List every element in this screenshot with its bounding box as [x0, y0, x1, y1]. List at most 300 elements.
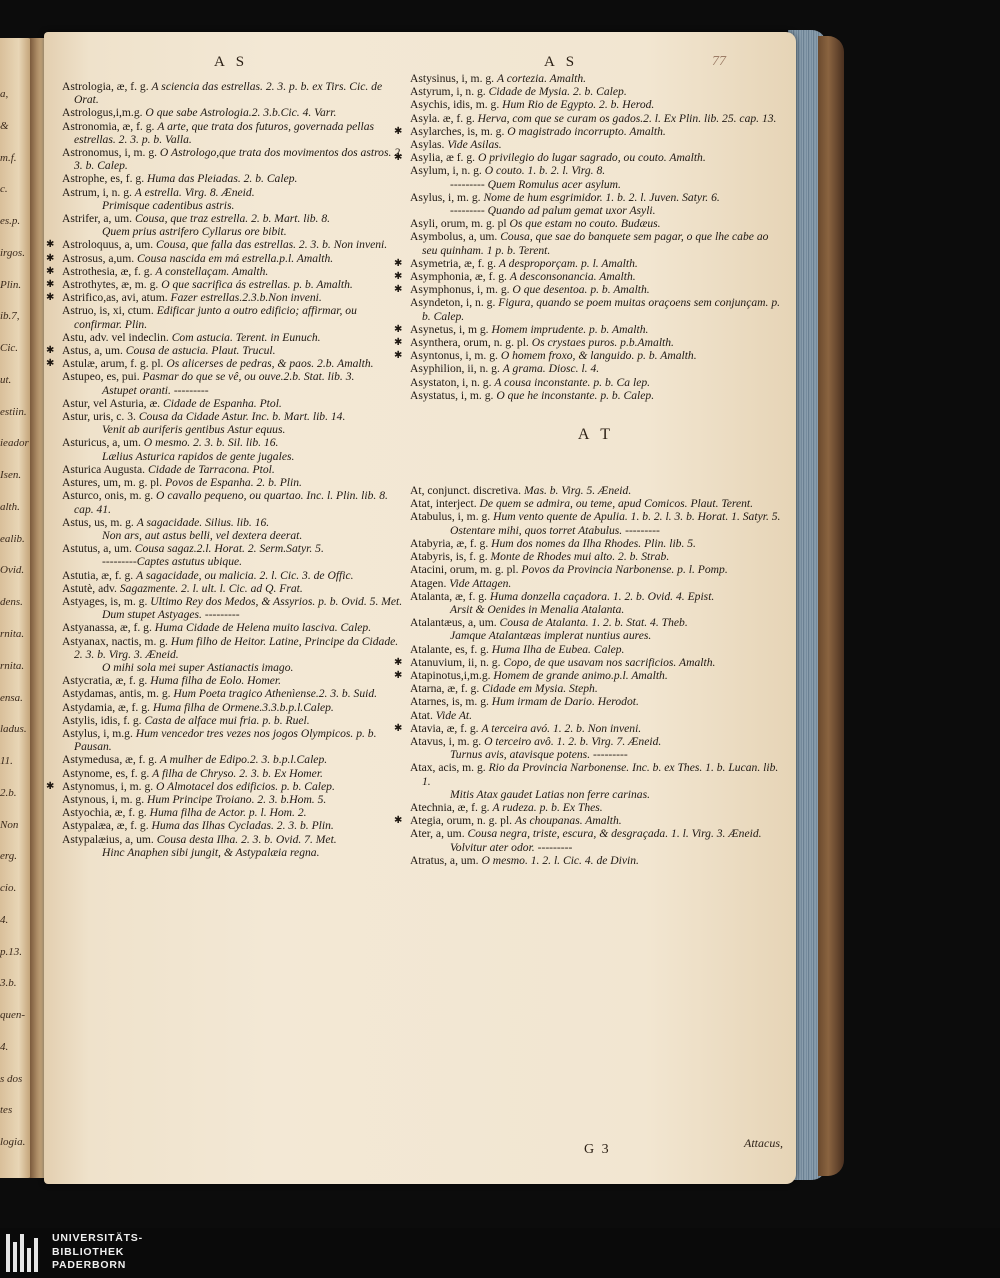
entry-translation: A terceira avó. 1. 2. b. Non inveni. [481, 721, 642, 735]
dictionary-entry [62, 806, 407, 819]
section-heading-at: A T [577, 426, 615, 444]
dictionary-entry [62, 753, 407, 766]
entry-headword: Astylis, idis, f. g. [62, 713, 145, 727]
entry-translation: Cousa, que sae do banquete sem pagar, o que lhe cabe ao seu quinham. 1 p. b. Terent. [422, 230, 769, 257]
dictionary-entry [410, 550, 782, 563]
left-margin-fragment: alth. [0, 500, 20, 513]
entry-translation: Vide Attagen. [449, 576, 512, 590]
entry-translation: Figura, quando se poem muitas oraçoens sem conjunçam. p. b. Calep. [422, 296, 781, 323]
dictionary-entry [410, 72, 782, 85]
entry-quotation: --------- Quando ad palum gemat uxor Asyli. [450, 204, 656, 218]
right-entries [410, 72, 782, 867]
entry-translation: Cidade de Mysia. 2. b. Calep. [488, 85, 627, 99]
entry-quotation: Arsit & Oenides in Menalia Atalanta. [450, 602, 625, 616]
left-margin-fragment: ieador [0, 437, 29, 450]
entry-headword: Atapinotus,i,m.g. [410, 668, 494, 682]
entry-translation: Homem de grande animo.p.l. Amalth. [493, 668, 668, 682]
entry-quotation: Turnus avis, atavisque potens. --------- [450, 748, 628, 762]
entry-headword: Asystaton, i, n. g. [410, 375, 495, 389]
dictionary-entry [62, 436, 407, 449]
entry-headword: Astypalæa, æ, f. g. [62, 819, 152, 833]
entry-headword: Astyanassa, æ, f. g. [62, 621, 155, 635]
entry-translation: Huma das Pleiadas. 2. b. Calep. [147, 172, 298, 186]
dictionary-entry [62, 463, 407, 476]
entry-quotation: Lælius Asturica rapidos de gente jugales. [102, 449, 295, 463]
dictionary-entry [62, 687, 407, 700]
entry-translation: Monte de Rhodes mui alto. 2. b. Strab. [490, 550, 670, 564]
entry-translation: Fazer estrellas.2.3.b.Non inveni. [170, 291, 322, 305]
entry-translation: Huma donzella caçadora. 1. 2. b. Ovid. 4. Epist. [489, 589, 715, 603]
entry-translation: Cousa da Cidade Astur. Inc. b. Mart. lib. 14. [138, 410, 346, 424]
entry-translation: Huma filha de Actor. p. l. Hom. 2. [149, 806, 307, 820]
dictionary-entry [410, 230, 782, 256]
dictionary-entry [62, 291, 407, 304]
dictionary-entry [410, 362, 782, 375]
entry-headword: Astur, vel Asturia, æ. [62, 396, 163, 410]
entry-headword: Astulæ, arum, f. g. pl. [62, 357, 167, 371]
dictionary-entry [62, 476, 407, 489]
dictionary-entry [410, 656, 782, 669]
left-margin-fragment: s dos [0, 1072, 23, 1085]
entry-translation: A mulher de Edipo.2. 3. b.p.l.Calep. [159, 753, 328, 767]
left-margin-fragment: quen- [0, 1009, 26, 1022]
entry-translation: A sagacidade. Silius. lib. 16. [136, 515, 270, 529]
entry-headword: Asturica Augusta. [62, 462, 148, 476]
left-margin-fragment: p.13. [0, 945, 22, 958]
entry-translation: O Astrologo,que trata dos movimentos dos astros. 2. 3. b. Calep. [74, 146, 403, 173]
entry-translation: O magistrado incorrupto. Amalth. [507, 124, 666, 138]
dictionary-entry [62, 304, 407, 330]
left-margin-fragment: Plin. [0, 278, 22, 291]
left-margin-fragment: dens. [0, 596, 23, 609]
dictionary-entry [62, 370, 407, 383]
entry-translation: O mesmo. 2. 3. b. Sil. lib. 16. [143, 436, 279, 450]
entry-headword: Asylum, i, n. g. [410, 164, 485, 178]
entry-headword: Asymbolus, a, um. [410, 230, 501, 244]
entry-translation: Cousa negra, triste, escura, & desgraçada. 1. l. Virg. 3. Æneid. [467, 827, 762, 841]
dictionary-entry [62, 780, 407, 793]
entry-translation: Hum vencedor tres vezes nos jogos Olympicos. p. b. Pausan. [74, 726, 377, 754]
dictionary-entry [410, 761, 782, 787]
entry-translation: Os alicerses de pedras, & paos. 2.b. Amalth. [166, 357, 374, 371]
entry-headword: Astruo, is, xi, ctum. [62, 304, 157, 318]
entry-quotation: Hinc Anaphen sibi jungit, & Astypalæia regna. [102, 845, 320, 859]
entry-quotation: ---------Captes astutus ubique. [102, 555, 243, 569]
entry-quotation: Jamque Atalantæas implerat nuntius aures. [450, 629, 652, 643]
entry-headword: Astyochia, æ, f. g. [62, 806, 150, 820]
entry-translation: Cidade em Mysia. Steph. [482, 682, 598, 696]
signature-mark: G 3 [584, 1142, 611, 1157]
left-margin-fragment: ealib. [0, 532, 25, 545]
dictionary-entry [62, 106, 407, 119]
dictionary-entry [410, 682, 782, 695]
left-margin-fragment: irgos. [0, 246, 25, 259]
left-entries [62, 80, 407, 859]
dictionary-entry [410, 484, 782, 497]
library-logo-icon [6, 1234, 44, 1272]
entry-quotation: Primisque cadentibus astris. [102, 198, 235, 212]
entry-translation: O couto. 1. b. 2. l. Virg. 8. [484, 164, 606, 178]
dictionary-entry [62, 767, 407, 780]
entry-headword: Atarna, æ, f. g. [410, 682, 483, 696]
entry-headword: Asyphilion, ii, n. g. [410, 362, 503, 376]
entry-translation: A grama. Diosc. l. 4. [502, 362, 600, 376]
dictionary-entry [62, 172, 407, 185]
entry-quotation: Mitis Atax gaudet Latias non ferre carinas. [450, 787, 650, 801]
entry-translation: De quem se admira, ou teme, apud Comicos. Plaut. Terent. [479, 497, 754, 511]
left-margin-fragment: Non [0, 818, 19, 831]
left-margin-fragment: Isen. [0, 469, 22, 482]
entry-headword: Astrologia, æ, f. g. [62, 80, 152, 93]
dictionary-entry [410, 283, 782, 296]
dictionary-entry [62, 357, 407, 370]
entry-headword: Asturco, onis, m. g. [62, 489, 157, 503]
right-entries-as [410, 72, 782, 402]
entry-headword: Atax, acis, m. g. [410, 761, 489, 775]
dictionary-entry [410, 376, 782, 389]
entry-translation: Cousa nascida em má estrella.p.l. Amalth. [137, 251, 334, 265]
dictionary-entry [62, 542, 407, 555]
entry-headword: Asyntonus, i, m. g. [410, 349, 501, 363]
dictionary-entry [410, 801, 782, 814]
entry-headword: Astus, a, um. [62, 344, 126, 358]
dictionary-entry [410, 257, 782, 270]
right-running-head: A S [544, 54, 579, 70]
dictionary-entry [410, 138, 782, 151]
entry-headword: Astyrum, i, n. g. [410, 85, 489, 99]
entry-headword: Astyanax, nactis, m. g. [62, 634, 171, 648]
entry-translation: Cousa de astucia. Plaut. Trucul. [125, 344, 276, 358]
entry-translation: Hum irmam de Dario. Herodot. [491, 695, 639, 709]
entry-headword: Atalante, es, f. g. [410, 642, 492, 656]
entry-translation: Copo, de que usavam nos sacrificios. Amalth. [503, 655, 716, 669]
entry-headword: Atabyria, æ, f. g. [410, 536, 492, 550]
dictionary-entry [62, 252, 407, 265]
dictionary-entry [62, 727, 407, 753]
entry-translation: O que sabe Astrologia.2. 3.b.Cic. 4. Varr. [145, 106, 337, 120]
left-margin-fragment: 3.b. [0, 977, 17, 990]
entry-headword: Astutus, a, um. [62, 542, 135, 556]
entry-translation: Hum filho de Heitor. Latine, Principe da Cidade. 2. 3. b. Virg. 3. Æneid. [74, 634, 399, 661]
entry-translation: Cousa sagaz.2.l. Horat. 2. Serm.Satyr. 5. [134, 542, 324, 556]
entry-translation: O que desentoa. p. b. Amalth. [512, 283, 650, 297]
entry-translation: Cousa, que falla das estrellas. 2. 3. b. Non inveni. [156, 238, 388, 252]
entry-headword: Atratus, a, um. [410, 853, 482, 867]
dictionary-entry [410, 151, 782, 164]
entry-translation: Com astucia. Terent. in Eunuch. [171, 330, 321, 344]
entry-headword: Astronomia, æ, f. g. [62, 119, 158, 133]
entry-headword: Astynomus, i, m. g. [62, 779, 157, 793]
entry-translation: A sciencia das estrellas. 2. 3. p. b. ex Tirs. Cic. de Orat. [74, 80, 383, 107]
entry-headword: Astures, um, m. g. pl. [62, 476, 166, 490]
entry-headword: Atavus, i, m. g. [410, 734, 485, 748]
entry-translation: Edificar junto a outro edificio; affirmar, ou confirmar. Plin. [74, 304, 357, 331]
entry-quotation: Dum stupet Astyages. --------- [102, 608, 240, 622]
entry-translation: Vide At. [435, 708, 473, 722]
dictionary-entry [410, 389, 782, 402]
entry-headword: Asynetus, i, m g. [410, 322, 492, 336]
entry-quotation: --------- Quem Romulus acer asylum. [450, 177, 621, 191]
entry-headword: Astyages, is, m. g. [62, 594, 151, 608]
left-margin-fragment: es.p. [0, 215, 21, 228]
entry-translation: Povos de Espanha. 2. b. Plin. [165, 476, 302, 490]
entry-headword: Astylus, i, m.g. [62, 726, 136, 740]
entry-translation: Hum Poeta tragico Athenìense.2. 3. b. Suid. [173, 687, 378, 701]
entry-translation: Cousa de Atalanta. 1. 2. b. Stat. 4. Theb. [499, 616, 688, 630]
entry-translation: O que he inconstante. p. b. Calep. [496, 388, 655, 402]
entry-translation: Os crystaes puros. p.b.Amalth. [531, 336, 674, 350]
left-margin-fragment: tes [0, 1104, 13, 1117]
entry-translation: Os que estam no couto. Budæus. [509, 217, 661, 231]
entry-headword: Atarnes, is, m. g. [410, 695, 492, 709]
dictionary-entry [410, 296, 782, 322]
entry-headword: Astydamia, æ, f. g. [62, 700, 153, 714]
entry-headword: Astrifer, a, um. [62, 212, 135, 226]
entry-headword: Asynthera, orum, n. g. pl. [410, 336, 532, 350]
entry-headword: Astynome, es, f. g. [62, 766, 153, 780]
entry-translation: A filha de Chryso. 2. 3. b. Ex Homer. [152, 766, 323, 780]
entry-headword: Astrothytes, æ, m. g. [62, 278, 162, 292]
left-margin-fragment: 11. [0, 755, 13, 768]
book-cover-edge [818, 36, 844, 1176]
entry-translation: Vide Asilas. [447, 138, 502, 152]
dictionary-entry [410, 510, 782, 523]
left-margin-fragment: Cic. [0, 342, 19, 355]
dictionary-entry [62, 701, 407, 714]
library-name [52, 1232, 143, 1273]
entry-quotation: Volvitur ater odor. --------- [450, 840, 573, 854]
dictionary-entry [410, 709, 782, 722]
left-margin-fragment: 2.b. [0, 786, 17, 799]
entry-headword: Asystatus, i, m. g. [410, 388, 497, 402]
dictionary-entry [62, 344, 407, 357]
dictionary-entry [62, 793, 407, 806]
entry-headword: Astronomus, i, m. g. [62, 146, 160, 160]
left-margin-fragments [0, 38, 34, 1178]
entry-headword: Atechnia, æ, f. g. [410, 800, 493, 814]
entry-headword: Asylus, i, m. g. [410, 190, 484, 204]
dictionary-entry [62, 595, 407, 608]
entry-headword: Asyli, orum, m. g. pl [410, 217, 510, 231]
entry-headword: Asymetria, æ, f. g. [410, 256, 499, 270]
entry-headword: Astu, adv. vel indeclin. [62, 330, 172, 344]
entry-headword: Atat, interject. [410, 497, 480, 511]
entry-translation: A desproporçam. p. l. Amalth. [498, 256, 638, 270]
entry-translation: A desconsonancia. Amalth. [509, 270, 636, 284]
entry-translation: A constellaçam. Amalth. [155, 264, 269, 278]
entry-translation: Cousa desta Ilha. 2. 3. b. Ovid. 7. Met. [156, 832, 337, 846]
dictionary-entry [62, 621, 407, 634]
left-margin-fragment: ensa. [0, 691, 23, 704]
dictionary-entry [62, 714, 407, 727]
dictionary-entry [62, 238, 407, 251]
left-margin-fragment: erg. [0, 850, 18, 863]
entry-headword: Atagen. [410, 576, 450, 590]
catchword: Attacus, [744, 1136, 783, 1150]
entry-translation: Nome de hum esgrimidor. 1. b. 2. l. Juven. Satyr. 6. [483, 190, 720, 204]
left-margin-fragment: a, [0, 88, 9, 100]
entry-headword: Asylas. [410, 138, 448, 152]
entry-headword: Astus, us, m. g. [62, 515, 137, 529]
dictionary-entry [410, 217, 782, 230]
left-margin-fragment: rnita. [0, 628, 25, 640]
entry-translation: Hum dos nomes da Ilha Rhodes. Plin. lib. 5. [491, 536, 696, 550]
left-margin-fragment: 4. [0, 1040, 9, 1053]
right-entries-at [410, 484, 782, 867]
entry-headword: Astypalæius, a, um. [62, 832, 157, 846]
dictionary-entry [410, 112, 782, 125]
dictionary-entry [62, 146, 407, 172]
entry-headword: Asyndeton, i, n. g. [410, 296, 499, 310]
dictionary-entry [62, 833, 407, 846]
dictionary-entry [410, 695, 782, 708]
entry-headword: Astrologus,i,m.g. [62, 106, 146, 120]
dictionary-entry [410, 854, 782, 867]
entry-translation: Cidade de Espanha. Ptol. [162, 396, 282, 410]
dictionary-entry [62, 635, 407, 661]
dictionary-entry [62, 331, 407, 344]
entry-translation: A cortezia. Amalth. [496, 72, 587, 85]
entry-headword: Ater, a, um. [410, 827, 468, 841]
entry-translation: Sagazmente. 2. l. ult. l. Cic. ad Q. Frat. [119, 581, 303, 595]
entry-headword: Astymedusa, æ, f. g. [62, 753, 160, 767]
entry-translation: O Almotacel dos edificios. p. b. Calep. [156, 779, 335, 793]
entry-headword: Astycratia, æ, f. g. [62, 674, 151, 688]
entry-headword: Ategia, orum, n. g. pl. [410, 814, 515, 828]
dictionary-entry [410, 537, 782, 550]
dictionary-entry [410, 643, 782, 656]
entry-headword: Astrum, i, n. g. [62, 185, 135, 199]
entry-headword: Atabulus, i, m. g. [410, 510, 494, 524]
entry-headword: Atat. [410, 708, 436, 722]
left-margin-fragment: c. [0, 183, 8, 196]
dictionary-entry [62, 410, 407, 423]
entry-headword: Asychis, idis, m. g. [410, 98, 503, 112]
dictionary-entry [410, 814, 782, 827]
entry-headword: Asymphonus, i, m. g. [410, 283, 513, 297]
dictionary-entry [410, 722, 782, 735]
dictionary-entry [62, 569, 407, 582]
entry-translation: Cidade de Tarracona. Ptol. [147, 462, 275, 476]
entry-translation: O privilegio do lugar sagrado, ou couto. Amalth. [477, 151, 706, 165]
entry-headword: Atanuvium, ii, n. g. [410, 655, 504, 669]
entry-translation: Cousa, que traz estrella. 2. b. Mart. lib. 8. [134, 212, 331, 226]
left-page-edge [0, 38, 34, 1178]
entry-translation: A cousa inconstante. p. b. Ca lep. [494, 375, 651, 389]
entry-translation: Povos da Provincia Narbonense. p. l. Pomp. [521, 563, 728, 577]
entry-headword: Astydamas, antis, m. g. [62, 687, 174, 701]
left-margin-fragment: Ovid. [0, 564, 25, 577]
entry-translation: Hum Principe Troiano. 2. 3. b.Hom. 5. [147, 792, 327, 806]
left-margin-fragment: & [0, 119, 9, 132]
entry-quotation: Astupet oranti. --------- [102, 383, 209, 397]
entry-translation: Rio da Provincia Narbonense. Inc. b. ex Thes. 1. b. Lucan. lib. 1. [422, 761, 779, 788]
entry-translation: O cavallo pequeno, ou quartao. Inc. l. Plin. lib. 8. cap. 41. [74, 489, 388, 516]
library-name-line-1: UNIVERSITÄTS- [52, 1232, 143, 1244]
dictionary-entry [62, 80, 407, 106]
left-margin-fragment: 4. [0, 913, 9, 926]
entry-quotation: Ostentare mihi, quos torret Atabulus. --------- [450, 523, 660, 537]
dictionary-entry [410, 563, 782, 576]
dictionary-entry [410, 85, 782, 98]
left-margin-fragment: logia. [0, 1136, 26, 1149]
dictionary-page [44, 32, 796, 1184]
entry-translation: Huma Cidade de Helena muito lasciva. Calep. [154, 621, 372, 635]
dictionary-entry [62, 186, 407, 199]
dictionary-entry [62, 489, 407, 515]
library-footer [0, 1228, 1000, 1278]
entry-quotation: Venit ab auriferis gentibus Astur equus. [102, 423, 286, 437]
dictionary-entry [62, 674, 407, 687]
entry-translation: Herva, com que se curam os gados.2. l. Ex Plin. lib. 25. cap. 13. [477, 111, 777, 125]
entry-headword: Atabyris, is, f. g. [410, 550, 491, 564]
entry-headword: Astrothesia, æ, f. g. [62, 264, 156, 278]
entry-translation: O homem froxo, & languido. p. b. Amalth. [500, 349, 697, 363]
dictionary-entry [62, 278, 407, 291]
entry-translation: Pasmar do que se vê, ou ouve.2.b. Stat. lib. 3. [142, 370, 355, 384]
entry-translation: Hum Rio de Egypto. 2. b. Herod. [502, 98, 655, 112]
entry-translation: Huma filha de Ormene.3.3.b.p.l.Calep. [152, 700, 334, 714]
dictionary-entry [62, 120, 407, 146]
dictionary-entry [410, 616, 782, 629]
entry-translation: O terceiro avô. 1. 2. b. Virg. 7. Æneid. [484, 734, 662, 748]
left-margin-fragment: ladus. [0, 723, 27, 736]
entry-headword: Astysinus, i, m. g. [410, 72, 497, 85]
dictionary-entry [410, 336, 782, 349]
entry-headword: Astrophe, es, f. g. [62, 172, 148, 186]
entry-translation: A estrella. Virg. 8. Æneid. [134, 185, 255, 199]
dictionary-entry [410, 125, 782, 138]
entry-headword: Asturicus, a, um. [62, 436, 144, 450]
entry-headword: Atacini, orum, m. g. pl. [410, 563, 522, 577]
dictionary-entry [62, 582, 407, 595]
entry-translation: Ultimo Rey dos Medos, & Assyrios. p. b. Ovid. 5. Met. [150, 594, 403, 608]
entry-translation: Mas. b. Virg. 5. Æneid. [523, 484, 632, 498]
entry-headword: Astur, uris, c. 3. [62, 410, 139, 424]
dictionary-entry [62, 397, 407, 410]
page-number: 77 [712, 54, 726, 69]
entry-quotation: Non ars, aut astus belli, vel dextera deerat. [102, 528, 303, 542]
entry-quotation: O mihi sola mei super Astianactis imago. [102, 660, 294, 674]
entry-headword: Asylia, æ f. g. [410, 151, 478, 165]
dictionary-entry [62, 265, 407, 278]
entry-translation: O que sacrifica ás estrellas. p. b. Amalth. [161, 278, 353, 292]
entry-headword: Asymphonia, æ, f. g. [410, 270, 510, 284]
entry-translation: Hum vento quente de Apulia. 1. b. 2. l. 3. b. Horat. 1. Satyr. 5. [493, 510, 781, 524]
entry-headword: Astrifico,as, avi, atum. [62, 291, 171, 305]
entry-headword: Asylarches, is, m. g. [410, 124, 508, 138]
entry-translation: O mesmo. 1. 2. l. Cic. 4. de Divin. [481, 853, 639, 867]
entry-translation: Huma das Ilhas Cycladas. 2. 3. b. Plin. [151, 819, 334, 833]
dictionary-entry [410, 497, 782, 510]
dictionary-entry [410, 164, 782, 177]
entry-headword: Astupeo, es, pui. [62, 370, 143, 384]
dictionary-entry [62, 819, 407, 832]
dictionary-entry [410, 735, 782, 748]
dictionary-entry [410, 349, 782, 362]
library-name-line-2: BIBLIOTHEK [52, 1245, 125, 1258]
entry-translation: A arte, que trata dos futuros, governada pellas estrellas. 2. 3. p. b. Valla. [74, 119, 375, 146]
entry-headword: Astutè, adv. [62, 581, 120, 595]
left-margin-fragment: estiin. [0, 405, 27, 418]
entry-translation: As choupanas. Amalth. [514, 814, 622, 828]
library-name-line-3: PADERBORN [52, 1259, 127, 1271]
entry-translation: Homem imprudente. p. b. Amalth. [491, 322, 649, 336]
entry-headword: Atalanta, æ, f. g. [410, 589, 490, 603]
left-margin-fragment: ut. [0, 373, 12, 386]
entry-headword: At, conjunct. discretiva. [410, 484, 524, 498]
entry-translation: Casta de alface mui fria. p. b. Ruel. [144, 713, 310, 727]
